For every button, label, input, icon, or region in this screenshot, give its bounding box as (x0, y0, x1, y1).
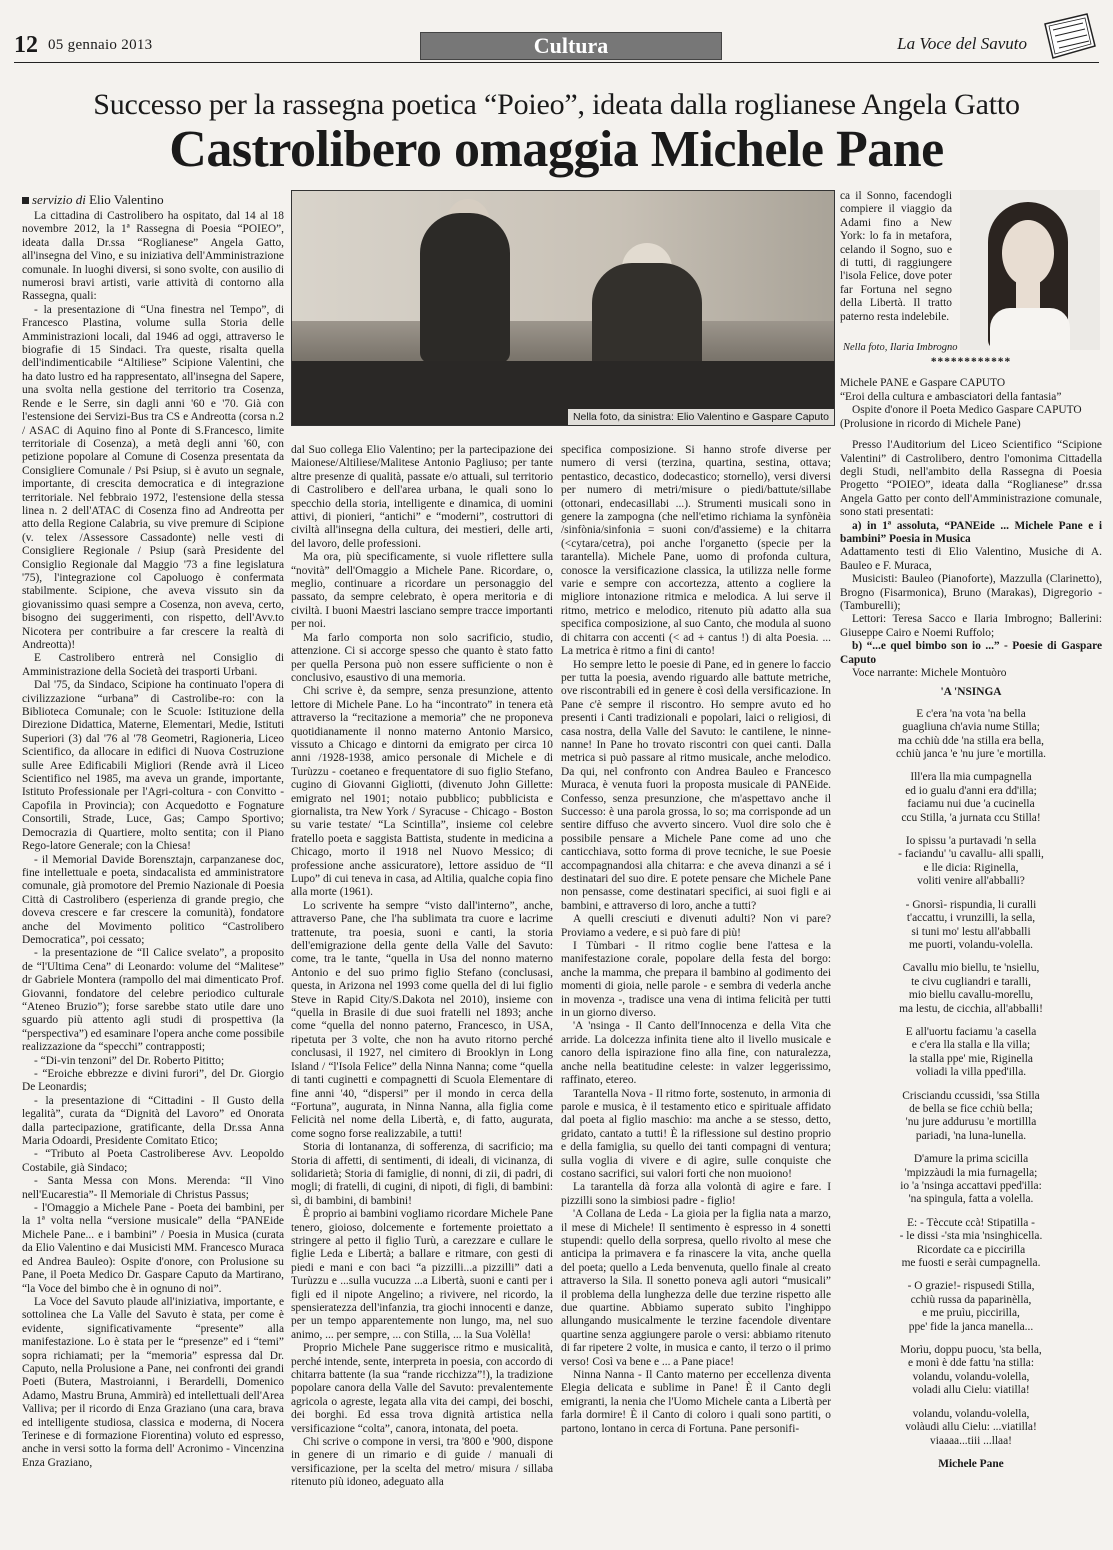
paragraph: - “Tributo al Poeta Castroliberese Avv. Leopoldo Costabile, già Sindaco; (22, 1148, 284, 1174)
poem-line: Morìu, doppu puocu, 'sta bella, (900, 1344, 1042, 1357)
poem (840, 708, 1102, 1448)
poem-line: io 'a 'nsinga accattavi pped'illa: (900, 1180, 1042, 1192)
poem-line: - O grazie!- rispusedi Stilla, (907, 1280, 1035, 1293)
page-number: 12 (14, 31, 38, 58)
poem-line: - Gnorsì- rispundia, li curalli (905, 898, 1037, 911)
poem-line: E: - Tèccute ccà! Stipatilla - (907, 1216, 1035, 1229)
paragraph: È proprio ai bambini vogliamo ricordare Michele Pane tenero, gioioso, dolcemente e fortemente proiettato a stringere al petto il figlio Turù, a carezzare e cullare le figlie Leda e Libertà; a ballare e ritmare, con gesti di piedi e mani e con baci “a pizzilli...a pizzilli” dati a Turùzzu e ...sulla vucuzza ...a Libertà, suoni e canti per i figli ed il nipote Angelino; a rivivere, nel ricordo, la spensieratezza dell'infanzia, tra giochi innocenti e danze, per un tempo apparentemente non lungo, ma, nel suo animo, ... per sempre, ... con Stilla, ... la Sua Volèlla! (291, 1208, 553, 1341)
paragraph: specifica composizione. Si hanno strofe diverse per numero di versi (terzina, quartina, sestina, ottava; pentastico, decastico, dodecastico; stornello), versi diversi per numero di metri/misure o piedi/battute/sillabe (ottonari, endecasillabi ...). Strumenti musicali sono in genere la zampogna (che nell'etimo richiama la synfònèia /sinfònia/sinfonia = suoni con/d'assieme) e la chitarra (<cytara/cetra), poi anche l'organetto (specie per la tarantella). Michele Pane, uomo di profonda cultura, conosce la versificazione classica, la utilizza nelle forme varie e sempre con accortezza, attento a cogliere la migliore intonazione ritmica e melodica. A lui serve il ritmo, metrico e melodico, ritenuto più adatto alla sua specifica composizione, al suo Canto, che modula al suono di chitarra con accenti (< ad + cantus !) di alta Poesia. ... La metrica è ritmo a fini di canto! (561, 444, 831, 658)
event-line: b) “...e quel bimbo son io ...” - Poesie di Gaspare Caputo (840, 640, 1102, 666)
paragraph: A quelli cresciuti e divenuti adulti? Non vi pare? Proviamo a vedere, e si può fare di più! (561, 913, 831, 939)
section-label: Cultura (420, 32, 722, 60)
poem-line: cchiù janca 'e 'nu jure 'e mortilla. (895, 748, 1047, 761)
newspaper-icon (1039, 10, 1099, 62)
paragraph: - “Di-vin tenzoni” del Dr. Roberto Pititto; (34, 1054, 225, 1067)
byline-prefix: servizio di (32, 192, 86, 207)
poem-line: e monì è dde fattu 'na stilla: (907, 1357, 1035, 1370)
poem-stanza (840, 899, 1102, 953)
poem-line: la stalla ppe' mie, Riginella (909, 1052, 1033, 1065)
poem-line: faciamu nui due 'a cucinella (907, 798, 1035, 811)
poem-title: 'A 'NSINGA (940, 686, 1002, 699)
poem-line: Crisciandu ccussidi, 'ssa Stilla (902, 1089, 1040, 1102)
poem-line: pariadi, 'na luna-lunella. (915, 1129, 1027, 1142)
poem-line: Cavallu mio biellu, te 'nsiellu, (902, 962, 1040, 975)
column-1 (22, 210, 284, 1532)
poem-line: Ill'era lla mia cumpagnella (910, 771, 1032, 784)
poem-line: ccu Stilla, 'a jurnata ccu Stilla! (901, 811, 1041, 824)
paragraph: Ma ora, più specificamente, si vuole riflettere sulla “novità” dell'Omaggio a Michele Pane. Ricordare, o, meglio, continuare a ricordare un personaggio del passato, da sempre celebrato, è opera meritoria e di civiltà. I buoni Maestri lasciano sempre tracce importanti per noi. (291, 551, 553, 631)
poem-line: te civu cugliandri e taralli, (911, 975, 1031, 988)
poem-line: - le dissi -'sta mia 'nsinghicella. (899, 1230, 1043, 1243)
paragraph: E Castrolibero entrerà nel Consiglio di Amministrazione della Società dei trasporti Urbani. (22, 652, 284, 678)
paragraph: La Voce del Savuto plaude all'iniziativa, importante, e sottolinea che La Valle del Savuto è stata, per come è evidente, significativamente “presente” alla manifestazione. Lo è stata per le “presenze” ed i “temi” sopra richiamati; per la “memoria” espressa dal Dr. Caputo, nella Prolusione a Pane, nei confronti dei grandi Poeti (Butera, Mastroianni, i Berardelli, Domenico Adamo, Mastru Bruna, Ammirà) ed intellettuali dell'Area Valliva; per il ricordo di Enza Graziano (una cara, brava ed intelligente studiosa, classica e moderna, di Nocera Terinese e di formazione Fiorentina) voluto ed espresso, anche in versi sotto la forma dell' Acronimo - Vincenzina Enza Graziano, (22, 1295, 284, 1469)
poem-line: E all'uortu faciamu 'a casella (905, 1025, 1037, 1038)
column-4-intro: ca il Sonno, facendogli compiere il viaggio da Adami fino a New York: lo fa in metafora, celando il Sogno, suo e di tutti, di raggiungere l'isola Felice, dove poter far Fortuna nel segno della Libertà. Il tratto paterno resta indelebile. (840, 190, 952, 323)
poem-line: viaaaa...tiii ...llaa! (930, 1434, 1012, 1447)
poem-stanza (840, 962, 1102, 1016)
poem-stanza (840, 1090, 1102, 1144)
event-line: Ospite d'onore il Poeta Medico Gaspare CAPUTO (852, 404, 1082, 417)
paragraph: dal Suo collega Elio Valentino; per la partecipazione dei Maionese/Altiliese/Malitese Antonio Pagliuso; per tante altre presenze di qualità, passate e/o attuali, sul territorio di Castrolibero e dell'area urbana, le quali sono lo specchio della storia, intelligente e dinamica, di uomini attivi, di pionieri, “antichi” e “moderni”, costruttori di civiltà all'insegna della cultura, dei mestieri, delle arti, del lavoro, delle professioni. (291, 444, 553, 550)
paragraph: La cittadina di Castrolibero ha ospitato, dal 14 al 18 novembre 2012, la 1ª Rassegna di Poesia “POIEO”, ideata dalla Dr.ssa “Roglianese” Angela Gatto, all'insegna del Vino, e su iniziativa dell'Amministrazione comunale. In luoghi diversi, si sono svolte, con ausilio di numerosi bravi artisti, varie attività di contorno alla Rassegna, quali: (22, 210, 284, 303)
paragraph: I Tùmbari - Il ritmo coglie bene l'attesa e la manifestazione corale, popolare della festa del borgo: anche la mamma, che prepara il bambino al godimento dei momenti di gioia, nelle parole - e sembra di vederla anche in movenza -, tradisce una vena di intima felicità per tutti in un giorno diverso. (561, 940, 831, 1020)
byline-square-icon (22, 197, 29, 204)
poem-stanza (840, 1026, 1102, 1080)
poem-line: Ricordate ca e piccirilla (916, 1243, 1026, 1256)
paragraph: - il Memorial Davide Borensztajn, carpanzanese doc, fine intellettuale e poeta, sindacalista ed amministratore comunale, già promotore del Premio Nazionale di Poesia Città di Castrolibero (esperienza di grande pregio, che doveva crescere e far crescere la comunità), fondatore anche del Movimento politico “Castrolibero Democratica”, poi cessato; (22, 853, 284, 946)
issue-date: 05 gennaio 2013 (48, 36, 153, 53)
poem-line: 'mpizzàudi la mia furnagella; (904, 1166, 1038, 1179)
poem-line: mio biellu cavallu-morellu, (908, 989, 1034, 1002)
poem-stanza (840, 1153, 1102, 1207)
article-headline: Castrolibero omaggia Michele Pane (169, 121, 944, 178)
poem-stanza (840, 1344, 1102, 1398)
poem-line: volandu, volandu-volella, (912, 1407, 1030, 1420)
poem-line: D'amure la prima scicilla (913, 1153, 1029, 1166)
page-header (14, 30, 1099, 60)
byline-author: Elio Valentino (89, 192, 164, 207)
poem-line: ma lestu, de cicchia, all'abballi! (899, 1002, 1043, 1015)
poem-line: voliti venire all'abballi? (917, 875, 1025, 888)
event-line: Lettori: Teresa Sacco e Ilaria Imbrogno; Ballerini: Giuseppe Cairo e Noemi Ruffolo; (840, 613, 1102, 639)
event-line: Musicisti: Bauleo (Pianoforte), Mazzulla (Clarinetto), Brogno (Fisarmonica), Bruno (Marakas), Digregorio - (Tamburelli); (840, 573, 1102, 612)
poem-signature: Michele Pane (938, 1457, 1004, 1470)
poem-line: volàudi allu Cielu: ...viatilla! (905, 1421, 1037, 1434)
poem-line: volandu, volandu-volella, (912, 1370, 1030, 1383)
portrait-caption: Nella foto, Ilaria Imbrogno (843, 342, 958, 353)
poem-line: cchiù russa da paparinèlla, (910, 1293, 1032, 1306)
poem-line: e c'era lla stalla e lla villa; (911, 1039, 1031, 1052)
paragraph: - “Eroiche ebbrezze e divini furori”, del Dr. Giorgio De Leonardis; (22, 1068, 284, 1094)
paragraph: Ninna Nanna - Il Canto materno per eccellenza diventa Elegia delicata e sublime in Pane! È il Canto degli emigranti, la nenia che l'Uomo Michele canta a Libertà per farla dormire! È il Canto di coloro i quali sono partiti, o partono, lontano in cerca di Fortuna. Pane personifi- (561, 1369, 831, 1435)
poem-line: voladi allu Cielu: viatilla! (912, 1384, 1030, 1397)
paragraph: La tarantella dà forza alla volontà di agire e fare. I pizzilli sono la simbiosi padre - figlio! (561, 1181, 831, 1207)
poem-line: me fuosti e serài cumpagnella. (901, 1257, 1041, 1270)
paragraph: Dal '75, da Sindaco, Scipione ha continuato l'opera di civilizzazione “urbana” di Castrolibe-ro: con la Biblioteca Comunale; con le Scuole: Istituzione della Direzione Didattica, Materne, Elementari, Medie, Istituti Superiori (3) dal '76 al '78 Geometri, Ragioneria, Liceo Scientifico, da allocare in edifici di Nuova Costruzione sulle Aree Edificabili Migliori (Rende avrà il Liceo Scientifico nel 1985, ma aveva un grande, importante, Istituto Professionale per l'Agri-coltura - con Convitto - Capofila in Provincia); con Acquedotto e Fognature Consortili, Strade, Luce, Gas; Campo Sportivo; Democrazia di Quartiere, molto sentita; con il Piano Rego-latore Generale; con la Chiesa! (22, 679, 284, 853)
event-line: Voce narrante: Michele Montuòro (852, 667, 1007, 679)
paragraph: - la presentazione di “Cittadini - Il Gusto della legalità”, curata da “Dignità del Lavoro” ed Onorata dalla partecipazione, gratificante, della Dr.ssa Anna Maria Odoardi, Presidente Comitato Etico; (22, 1094, 284, 1148)
poem-line: ed io gualu d'anni era dd'illa; (905, 784, 1037, 797)
paragraph: Ho sempre letto le poesie di Pane, ed in genere lo faccio per tutta la poesia, avendo riguardo alle battute metriche, ove riscontrabili ed in genere è così della versificazione. In Pane c'è sempre il riscontro. Ho sempre avuto ed ho presenti i Canti tradizionali e popolari, laici o religiosi, di casa nostra, della Valle del Savuto: le cantilene, le ninne-nanne! In Pane ho trovato riscontri con quei canti. Dalla metrica si può passare al ritmo musicale, anche melodico. Da qui, nel confronto con Andrea Bauleo e Francesco Muraca, è venuta fuori la proposta musicale di PANEide. Confesso, senza presunzione, che m'aspettavo anche il Successo: è una parola grossa, lo so; ma corrisponde ad un sentire diffuso che avverto sincero. Vuol dire solo che è possibile pensare a Michele Pane come ad uno che canticchiava, sotto forma di prove tecniche, le sue Poesie accompagnandosi alla chitarra: e che aveva dinanzi a sé i destinatari del suo dire. E potete pensare che Michele Pane non pensasse, come destinatari specifici, ai suoi figli e ai bambini, e attraverso di loro, anche a tutti? (561, 658, 831, 912)
poem-line: e me pruìu, piccirilla, (922, 1307, 1020, 1320)
poem-line: 'na spingula, fatta a volella. (908, 1193, 1034, 1206)
poem-line: si tuni mo' lestu all'abballi (911, 925, 1031, 938)
paragraph: Chi scrive è, da sempre, senza presunzione, attento lettore di Michele Pane. Lo ha “incontrato” in tenera età attraverso la “recitazione a memoria” che ne proponeva quotidianamente il nonno materno Antonio Marsico, vissuto a Chicago e dintorni da emigrato per circa 10 anni /1928-1938, amico personale di Michele e di Turùzzu - coetaneo e frequentatore di suo figlio Stefano, cugino di Giovanni Gigliotti, (divenuto John Gillette: emigrato nel 1901; notaio pubblico; pubblicista e giornalista, tra New York / Syracuse - Chicago - Boston su varie testate/ “La Scintilla”, insieme col celebre fratello poeta e saggista Battista, studente in medicina a Chicago, morto il 1918 nel Nuovo Messico; di professione anche assicuratore), lettore assiduo de “Il Lupo” di cui teneva in casa, ad Altilia, qualche copia fino alla morte (1961). (291, 685, 553, 899)
poem-line: voliadi la villa pped'illa. (915, 1066, 1027, 1079)
event-line: Michele PANE e Gaspare CAPUTO (840, 377, 1006, 390)
event-line: Adattamento testi di Elio Valentino, Musiche di A. Bauleo e F. Muraca, (840, 546, 1102, 572)
paragraph: Proprio Michele Pane suggerisce ritmo e musicalità, perché intende, sente, interpreta in poesia, con accordo di chitarra battente (la sua “rande ricchizza”!), la tradizione popolare canora della Valle del Savuto: prevalentemente agricola o agreste, legata alla vita dei campi, dei boschi, dei borghi. Ed essa trova dignità artistica nella versificazione “colta”, canora, intonata, del poeta. (291, 1342, 553, 1435)
newspaper-name: La Voce del Savuto (897, 34, 1027, 53)
event-line: (Prolusione in ricordo di Michele Pane) (840, 417, 1021, 430)
column-2 (291, 444, 553, 1532)
article-photo (291, 190, 835, 426)
poem-stanza (840, 1280, 1102, 1334)
poem-line: E c'era 'na vota 'na bella (916, 707, 1026, 720)
poem-line: t'accattu, i vrunzilli, la sella, (906, 912, 1036, 925)
paragraph: - la presentazione de “Il Calice svelato”, a proposito de “l'Ultima Cena” di Leonardo: volume del “Malitese” dr Gabriele Montera (rampollo del mai dimenticato Prof. Giovanni, fondatore del celebre periodico culturale “Ateneo Bruzio”); forse sarebbe stato utile dare uno sguardo più attento agli studi di prospettiva (la “perspectiva”) ed esaminare l'opera anche come possibile realizzazione da “specchi” contrapposti; (22, 947, 284, 1054)
poem-stanza (840, 1217, 1102, 1271)
paragraph: Ma farlo comporta non solo sacrificio, studio, attenzione. Ci si accorge spesso che quanto è stato fatto per quella Persona può non essere sufficiente o non è conclusivo, esaustivo di una memoria. (291, 631, 553, 684)
paragraph: - l'Omaggio a Michele Pane - Poeta dei bambini, per la 1ª volta nella “versione musicale” della “PANEide Michele Pane... e i bambini” / Poesia in Musica (curata da Elio Valentino e dai Musicisti MM. Francesco Muraca ed Andrea Bauleo): Ospite d'onore, con Prolusione su Pane, il Poeta Medico Dr. Gaspare Caputo da Martirano, “la Voce del bimbo che è in ognuno di noi”. (22, 1202, 284, 1295)
poem-line: - faciandu' 'u cavallu- alli spalli, (898, 848, 1044, 861)
poem-line: ppe' fide la janca manella... (908, 1320, 1034, 1333)
poem-line: 'nu jure addurusu 'e mortillla (905, 1116, 1037, 1129)
poem-stanza (840, 835, 1102, 889)
poem-line: e lle dicia: Riginella, (923, 861, 1019, 874)
poem-line: guagliuna ch'avia nume Stilla; (902, 721, 1040, 734)
paragraph: Lo scrivente ha sempre “visto dall'interno”, anche, attraverso Pane, che l'ha sublimata tra cuore e lacrime trattenute, tra poesia, suoni e canti, la storia dell'emigrazione della gente della Valle del Savuto: come, tra le tante, “quella in Usa del nonno materno Antonio e del suo primo figlio Stefano (conclusasi, questa, in Arizona nel 1993 come quella del di lui figlio Steve in Rapid City/S.Dakota nel 2010), insieme con “quella in Brasile di due suoi fratelli nel 1893; anche come “quella del nonno paterno, Francesco, in USA, ripetuta per 3 volte, che non ha avuto ritorno perché conclusasi, il 1927, nel cimitero di Brooklyn in Long Island / “l'Isola Felice” della Ninna Nanna; come “quella di tanti cuginetti e compagnetti di Scuola Elementare di fine anni '40, “dispersi” per il mondo in cerca della “Fortuna”, augurata, in Ninna Nanna, alla figlia come Felicità nel nome della Libertà, e, di fatto, augurata, come sogno forse realizzabile, a tutti! (291, 899, 553, 1140)
poem-stanza (840, 771, 1102, 825)
photo-caption: Nella foto, da sinistra: Elio Valentino e Gaspare Caputo (568, 409, 834, 425)
poem-stanza (840, 1408, 1102, 1448)
poem-line: ma cchiù dde 'na stilla era bella, (898, 734, 1044, 747)
paragraph: Storia di lontananza, di sofferenza, di sacrificio; ma Storia di affetti, di sentimenti, di ideali, di vicinanza, di solidarietà; Storia di famiglie, di nonni, di zii, di padri, di mogli; di fratelli, di cugini, di nipoti, di figli, di bambini: sì, di bambini, di bambini! (291, 1141, 553, 1207)
poem-line: me puorti, volandu-volella. (908, 938, 1033, 951)
paragraph: 'A Collana de Leda - La gioia per la figlia nata a marzo, il mese di Michele! Il sentimento è espresso in 4 sonetti stupendi: quello della sorpresa, quello rivolto al mese che anticipa la primavera e fa rinascere la vita, anche quella del poeta; quello a Leda benvenuta, quello finale al creato attraverso la Sila. Il sonetto poneva agli autori “musicali” il problema della lunghezza delle due terzine rispetto alle due quartine. Abbiamo superato subito l'inghippo allungando musicalmente le terzine facendole diventare quartine senza aggiungere parole o versi: abbiamo ritenuto di far ripetere 2 volte, in musica e canto, il terzo o il primo verso! Così va bene e ... a Pane piace! (561, 1208, 831, 1368)
paragraph: - la presentazione di “Una finestra nel Tempo”, di Francesco Plastina, volume sulla Storia delle Amministrazioni locali, dal 1946 ad oggi, attraverso le biografie di 15 Sindaci. Tra queste, risalta quella dell'indimenticabile “Altiliese” Scipione Valentini, che ha dato lustro ed ha rappresentato, all'insegna del Sapere, una svolta nella gestione del territorio tra Cosenza, Rende e le Serre, sin dagli anni '60 e '70. Già con l'estensione dei Servizi-Bus tra CS e Andreotta (corsa n.2 / ASAC di Aquino fino al Ponte di S.Francesco, limite territoriale di Cosenza), a metà degli anni '60, con petizione popolare al Comune di Cosenza presentata da Consigliere Comunale / Psi Psiup, si è avuto un segnale, importante, di crescita democratica e di integrazione territoriale. Nel febbraio 1972, l'estensione della stessa linea n. 2 dell'ATAC di Cosenza fino ad Andreotta per atto della Regione Calabria, su vive premure di Scipione (v. telex /Assessore Cassadonte) nelle vesti di Consigliere Regionale / Psiup (sarà Presidente del Consiglio Regionale dal Maggio '73 a fine legislatura '75), l'integrazione col Capoluogo è confermata stabilmente. Scipione, che aveva vissuto sin da giovanissimo quasi sempre a Cosenza, non aveva, certo, bisogno dei suggerimenti, con rispetto, dell'Avv.to Nicotera per contribuire a far crescere la realtà di Andreotta)! (22, 303, 284, 651)
section-separator: ************ (930, 356, 1012, 369)
event-line: “Eroi della cultura e ambasciatori della fantasia” (840, 390, 1062, 403)
paragraph: Tarantella Nova - Il ritmo forte, sostenuto, in armonia di parole e musica, è il testamento etico e spirituale affidato dal poeta al figlio maschio: ma anche a se stesso, detto, gridato, cantato a tutti! È la riflessione sul destino proprio e della famiglia, su quello dei tanti compagni di ventura; sulla voglia di vivere e di agire, sulle conquiste che costano sacrifici, sui valori forti che non muoiono! (561, 1087, 831, 1180)
poem-line: de bella se fice cchiù bella; (909, 1102, 1033, 1115)
paragraph: - Santa Messa con Mons. Merenda: “Il Vino nell'Eucarestia”- Il Memoriale di Christus Passus; (22, 1175, 284, 1201)
event-line: a) in 1ª assoluta, “PANEide ... Michele Pane e i bambini” Poesia in Musica (840, 519, 1102, 545)
article-kicker: Successo per la rassegna poetica “Poieo”, ideata dalla roglianese Angela Gatto (93, 88, 1020, 121)
paragraph: 'A 'nsinga - Il Canto dell'Innocenza e della Vita che arride. La dolcezza infinita tiene alto il livello musicale e canoro della ispirazione fino alla fine, con naturalezza, anche nella beatitudine celeste: in valzer leggerissimo, raffinato, etereo. (561, 1020, 831, 1087)
header-rule (14, 62, 1099, 63)
column-4 (840, 190, 1102, 1532)
event-line: Presso l'Auditorium del Liceo Scientifico “Scipione Valentini” di Castrolibero, dentro l'omonima Cittadella degli Studi, nell'ambito della Rassegna di Poesia Progetto “POIEO”, ideata dalla “Roglianese” dr.ssa Angela Gatto per conto dell'Amministrazione comunale, sono stati presentati: (840, 439, 1102, 519)
byline (22, 192, 164, 208)
paragraph: Chi scrive o compone in versi, tra '800 e '900, dispone in genere di un rimario e di guide / manuali di versificazione, per la scelta del metro/ misura / sillaba ritenuto più idoneo, adeguato alla (291, 1436, 553, 1489)
poem-line: Io spissu 'a purtavadi 'n sella (905, 835, 1037, 848)
column-3 (561, 444, 831, 1532)
poem-stanza (840, 708, 1102, 762)
